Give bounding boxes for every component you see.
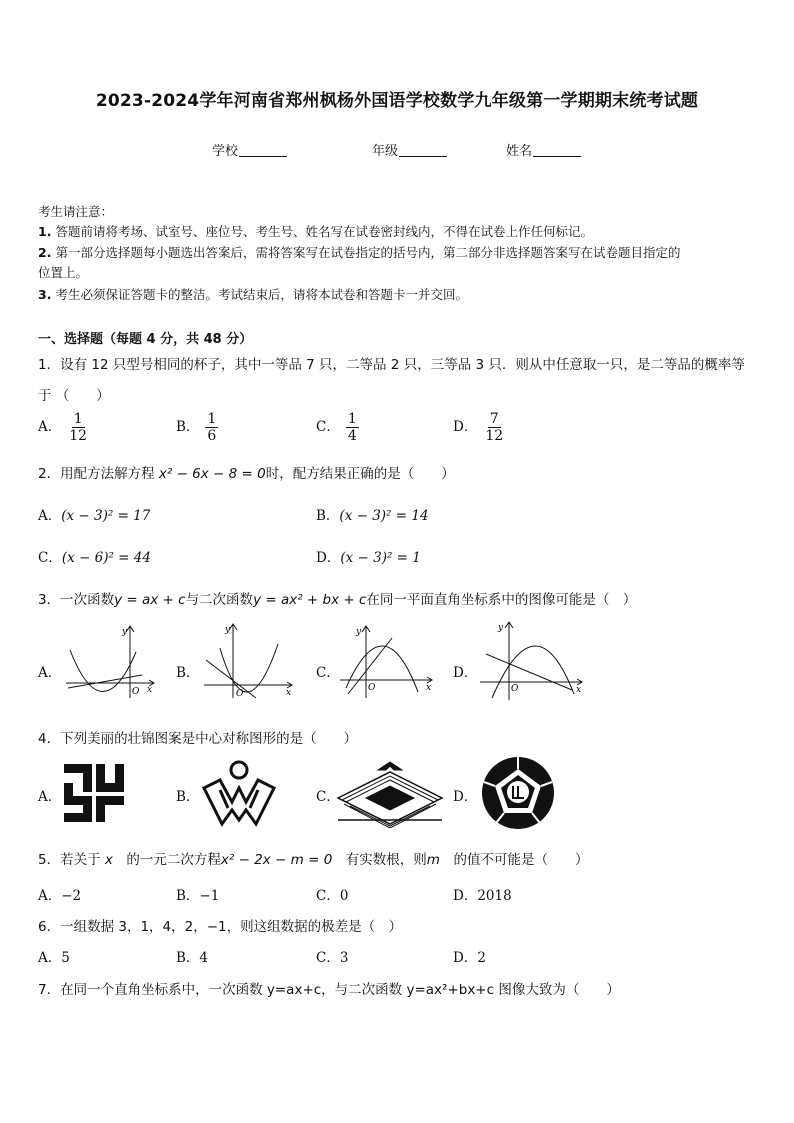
question-1-text: 1．设有 12 只型号相同的杯子，其中一等品 7 只，二等品 2 只，三等品 3 只．则从中任意取一只，是二等品的概率等 [38,357,745,373]
origin-label: O [511,684,519,694]
q3-graph-a [60,620,160,700]
q3-option-b-label[interactable]: B． [176,665,200,681]
q4-option-a-label[interactable]: A． [38,789,62,805]
origin-label: O [368,683,376,693]
q1-option-d[interactable]: D． $\frac{7}{12}$ [453,411,504,444]
notice-heading: 考生请注意： [38,204,114,219]
notice-item: 1. 答题前请将考场、试室号、座位号、考生号、姓名写在试卷密封线内，不得在试卷上作任何标记。 [38,224,593,239]
q6-option-d[interactable]: D．2 [453,950,486,966]
q5-option-d[interactable]: D．2018 [453,888,512,904]
q2-option-a[interactable]: A．(x − 3)² = 17 [38,508,151,524]
school-label: 学校 [212,144,239,159]
q6-option-a[interactable]: A．5 [38,950,70,966]
q4-option-c-label[interactable]: C． [316,789,340,805]
q2-option-d[interactable]: D．(x − 3)² = 1 [316,550,421,566]
question-6-text: 6．一组数据 3，1，4，2，−1，则这组数据的极差是（ ） [38,919,403,935]
q5-equation: x² − 2x − m = 0 [220,852,333,868]
grade-field[interactable] [372,140,447,159]
axis-x-label: x [286,688,292,698]
axis-x-label: x [576,685,582,695]
grade-blank[interactable] [399,144,447,157]
question-4-text: 4．下列美丽的壮锦图案是中心对称图形的是（ ） [38,731,358,747]
q2-option-c[interactable]: C．(x − 6)² = 44 [38,550,151,566]
q3-graph-d [476,618,586,702]
question-3-text: 3．一次函数y = ax + c与二次函数y = ax² + bx + c在同一平面直角坐标系中的图像可能是（ ） [38,592,637,608]
q3-graph-c [336,620,438,700]
notice-item: 3. 考生必须保证答题卡的整洁。考试结束后，请将本试卷和答题卡一并交回。 [38,287,468,302]
q2-option-b[interactable]: B．(x − 3)² = 14 [316,508,429,524]
q3-option-a-label[interactable]: A． [38,665,62,681]
origin-label: O [132,687,140,697]
origin-label: O [236,689,244,699]
question-7-text: 7．在同一个直角坐标系中，一次函数 y=ax+c，与二次函数 y=ax²+bx+c 图像大致为（ ） [38,982,620,998]
q1-option-a[interactable]: A． $\frac{1}{12}$ [38,411,88,444]
name-label: 姓名 [506,144,533,159]
q4-pattern-a [62,762,126,824]
q3-graph-b [198,620,298,700]
name-blank[interactable] [533,144,581,157]
notice-item: 2. 第一部分选择题每小题选出答案后，需将答案写在试卷指定的括号内，第二部分非选择题答案写在试卷题目指定的 [38,245,681,260]
q4-pattern-b [198,758,280,828]
section-heading: 一、选择题（每题 4 分，共 48 分） [38,332,253,347]
axis-y-label: y [225,625,231,635]
axis-y-label: y [122,627,128,637]
q1-option-b[interactable]: B． $\frac{1}{6}$ [176,411,217,444]
q5-option-c[interactable]: C．0 [316,888,349,904]
q5-option-b[interactable]: B．−1 [176,888,220,904]
q6-option-b[interactable]: B．4 [176,950,209,966]
q4-option-d-label[interactable]: D． [453,789,478,805]
q4-pattern-d [480,755,556,831]
grade-label: 年级 [372,144,399,159]
notice-item: 位置上。 [38,265,89,280]
question-1-text-cont: 于 （ ） [38,388,110,404]
q1-option-c[interactable]: C． $\frac{1}{4}$ [316,411,357,444]
axis-y-label: y [498,623,504,633]
school-blank[interactable] [239,144,287,157]
page-title: 2023-2024学年河南省郑州枫杨外国语学校数学九年级第一学期期末统考试题 [95,91,699,111]
q3-option-c-label[interactable]: C． [316,665,340,681]
axis-x-label: x [426,683,432,693]
school-field[interactable] [212,140,287,159]
q3-option-d-label[interactable]: D． [453,665,478,681]
axis-x-label: x [147,685,153,695]
axis-y-label: y [356,627,362,637]
question-2-text: 2．用配方法解方程 x² − 6x − 8 = 0时，配方结果正确的是（ ） [38,466,455,482]
question-5-text: 5．若关于 x 的一元二次方程x² − 2x − m = 0 有实数根，则m 的值不可能是（ ） [38,852,589,868]
q4-option-b-label[interactable]: B． [176,789,200,805]
q5-option-a[interactable]: A．−2 [38,888,82,904]
q4-pattern-c [336,758,444,828]
name-field[interactable] [506,140,581,159]
q2-equation: x² − 6x − 8 = 0 [158,466,266,482]
q6-option-c[interactable]: C．3 [316,950,349,966]
